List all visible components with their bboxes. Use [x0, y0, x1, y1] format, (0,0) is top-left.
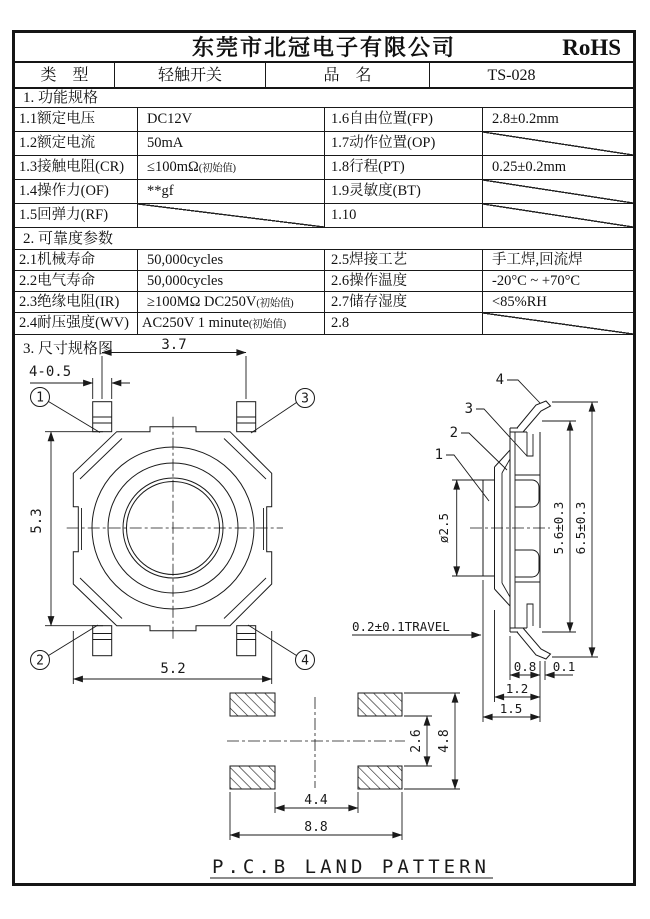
side-body [510, 428, 540, 632]
dim-label: 0.8 [513, 659, 537, 674]
callout-3 [251, 389, 315, 434]
callout-number: 4 [495, 372, 504, 388]
spec-value [138, 108, 325, 131]
callout-number: 2 [449, 425, 458, 441]
table-row [15, 132, 633, 156]
type-value: 轻触开关 [115, 63, 266, 89]
dim-label: 4.4 [304, 793, 328, 808]
value-text: 50,000cycles [147, 252, 224, 268]
table-row [15, 108, 633, 132]
callout-1 [31, 388, 101, 433]
value-text: ≥100MΩ DC250V [147, 294, 257, 310]
product-name-value: TS-028 [487, 67, 536, 84]
dim-body-span [542, 421, 576, 632]
terminal-posts [93, 402, 256, 656]
dim-label: 5.6±0.3 [551, 501, 566, 555]
spec-label: 1.3接触电阻(CR) [15, 156, 138, 179]
callout-number: 1 [434, 447, 443, 463]
spec-value: 0.25±0.2mm [492, 159, 567, 175]
type-label: 类 型 [15, 63, 115, 89]
spec-label: 2.5焊接工艺 [325, 250, 483, 270]
dim-label: 1.2 [505, 681, 529, 696]
spec-value-empty [138, 204, 325, 227]
spec-value [138, 250, 325, 270]
spec-value-empty [483, 204, 633, 227]
centerlines [67, 417, 283, 640]
table-row [15, 271, 633, 292]
value-text: 50mA [147, 135, 184, 151]
spec-label: 2.2电气寿命 [15, 271, 138, 291]
side-callout-4 [496, 372, 540, 403]
spec-label: 1.5回弹力(RF) [15, 204, 138, 227]
spec-value: <85%RH [492, 294, 547, 310]
rohs-badge: RoHS [562, 35, 621, 60]
dimension-drawing-area [15, 335, 633, 882]
top-view [29, 337, 315, 684]
callout-2 [31, 625, 99, 670]
contact-bump-lower [515, 550, 539, 577]
spec-label: 1.2额定电流 [15, 132, 138, 155]
spec-value [138, 292, 325, 312]
table-row [15, 204, 633, 228]
inner-hook-top [527, 432, 533, 456]
company-title: 东莞市北冠电子有限公司 [191, 35, 456, 60]
dim-label: 4-0.5 [29, 364, 72, 380]
side-callout-1 [435, 447, 489, 501]
spec-value [138, 180, 325, 203]
inner-hook-bottom [527, 604, 533, 628]
spec-label: 2.8 [325, 313, 483, 334]
dimension-drawing [15, 335, 633, 882]
callout-number: 3 [464, 401, 473, 417]
pcb-land-pattern [210, 693, 493, 878]
dim-pitch [102, 337, 246, 399]
dim-label: 6.5±0.3 [573, 501, 588, 555]
spec-label: 1.7动作位置(OP) [325, 132, 483, 155]
side-view [352, 372, 598, 722]
dim-label: 5.2 [160, 661, 186, 677]
value-text: DC12V [147, 111, 193, 127]
table-row [15, 180, 633, 204]
spec-value-empty [483, 313, 633, 334]
table-row [15, 156, 633, 180]
value-text: AC250V 1 minute [142, 315, 249, 331]
title-row [15, 33, 633, 63]
dim-label: 5.3 [29, 508, 45, 534]
dim-label: 3.7 [161, 337, 187, 353]
callout-4 [248, 625, 315, 670]
spec-value: 手工焊,回流焊 [492, 252, 583, 268]
spec-value-empty [483, 180, 633, 203]
spec-value [138, 313, 325, 334]
dim-label: ø2.5 [436, 512, 451, 544]
spec-value: -20°C ~ +70°C [492, 273, 581, 289]
dim-label: 8.8 [304, 820, 328, 835]
value-note: (初始值) [256, 298, 294, 309]
spec-label: 2.4耐压强度(WV) [15, 313, 138, 334]
sheet-frame [12, 30, 636, 886]
value-note: (初始值) [198, 163, 236, 174]
dim-label: 4.8 [437, 729, 452, 753]
callout-number: 2 [36, 653, 44, 669]
bent-terminal-bottom [517, 628, 551, 659]
spec-label: 2.7储存湿度 [325, 292, 483, 312]
spec-label: 1.10 [325, 204, 483, 227]
value-text: **gf [147, 183, 174, 199]
bent-terminal-top [517, 401, 551, 432]
type-row [15, 63, 633, 89]
dim-pad-gap-v [404, 716, 432, 766]
spec-value [138, 132, 325, 155]
table-row [15, 313, 633, 335]
spec-label: 1.9灵敏度(BT) [325, 180, 483, 203]
pcb-caption: P.C.B LAND PATTERN [212, 856, 490, 878]
dim-pad-gap-h [275, 792, 358, 813]
table-row [15, 292, 633, 313]
spec-label: 2.6操作温度 [325, 271, 483, 291]
table-row [15, 250, 633, 271]
section-1-title: 1. 功能规格 [15, 89, 633, 108]
spec-label: 1.4操作力(OF) [15, 180, 138, 203]
spec-value: 2.8±0.2mm [492, 111, 559, 127]
dim-label: 0.1 [552, 659, 576, 674]
spec-value-empty [483, 132, 633, 155]
spec-value [138, 156, 325, 179]
dim-label: 0.2±0.1TRAVEL [352, 619, 450, 634]
spec-label: 1.1额定电压 [15, 108, 138, 131]
spec-label: 1.6自由位置(FP) [325, 108, 483, 131]
dim-body-width [73, 631, 271, 684]
callout-number: 4 [301, 653, 309, 669]
dim-bottom-stack [483, 636, 575, 722]
callout-number: 1 [36, 390, 44, 406]
spec-value [138, 271, 325, 291]
callout-number: 3 [301, 391, 309, 407]
value-note: (初始值) [248, 319, 286, 330]
dim-label: 1.5 [499, 701, 523, 716]
section-2-title: 2. 可靠度参数 [15, 228, 633, 250]
dim-label: 2.6 [409, 729, 424, 753]
spec-label: 1.8行程(PT) [325, 156, 483, 179]
section-3-title: 3. 尺寸规格图 [23, 341, 114, 357]
dim-post-width [29, 364, 130, 399]
spec-label: 2.3绝缘电阻(IR) [15, 292, 138, 312]
value-text: 50,000cycles [147, 273, 224, 289]
spec-label: 2.1机械寿命 [15, 250, 138, 270]
product-name-label: 品 名 [266, 63, 430, 89]
value-text: ≤100mΩ [147, 159, 199, 175]
contact-bump-upper [515, 480, 539, 507]
